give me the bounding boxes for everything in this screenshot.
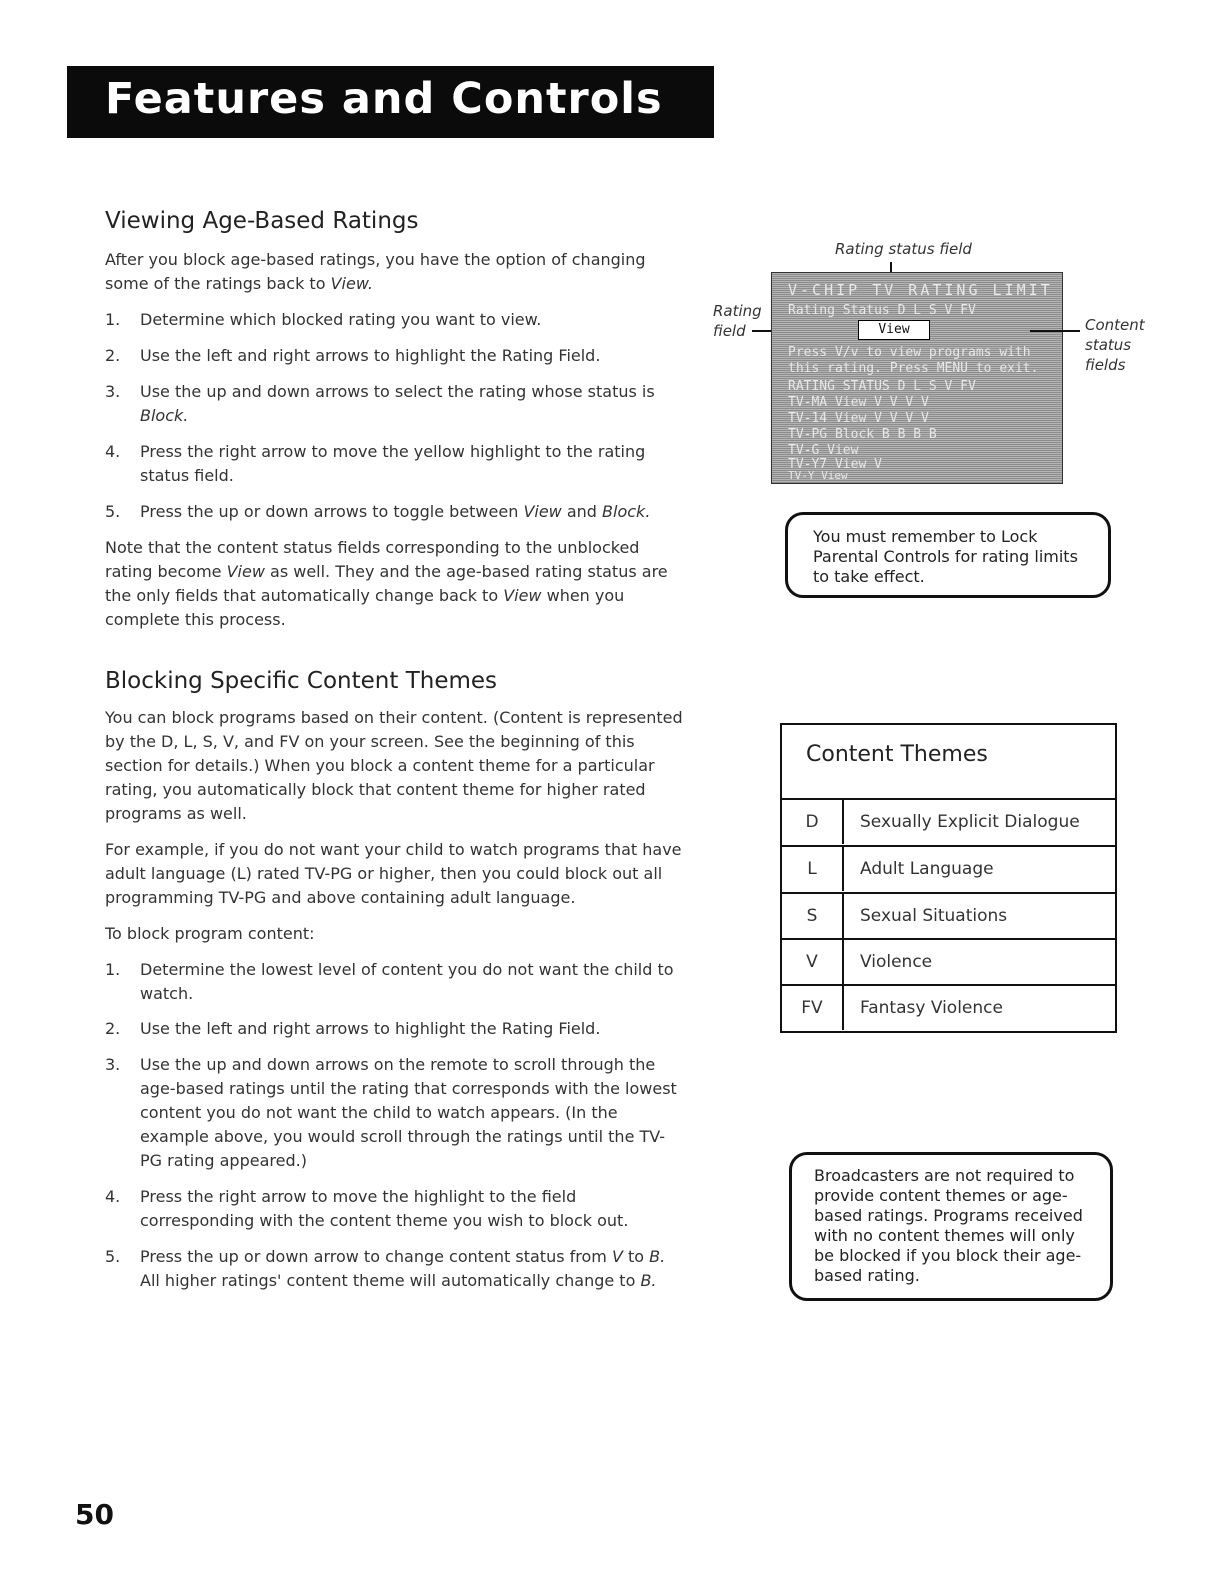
step-number: 2. xyxy=(105,1019,121,1038)
step-text xyxy=(140,500,683,524)
label-status: status xyxy=(1085,336,1132,354)
tv-row: TV-Y View xyxy=(788,469,848,482)
note-italic: View xyxy=(226,562,265,581)
step-text xyxy=(140,380,683,428)
note-line: Broadcasters are not required to xyxy=(814,1166,1075,1185)
note-text: when you complete this process. xyxy=(105,586,625,629)
page-title: Features and Controls xyxy=(105,74,663,124)
table-row xyxy=(782,938,1115,984)
note-line: be blocked if you block their age- xyxy=(814,1246,1082,1265)
step-number: 1. xyxy=(105,310,121,329)
tv-screen-illustration xyxy=(771,272,1063,484)
step-item xyxy=(105,500,683,524)
note-line: to take effect. xyxy=(813,567,925,586)
section1-note xyxy=(105,536,683,632)
content-themes-table xyxy=(780,723,1117,1033)
step-item xyxy=(105,1053,683,1173)
step-text: Determine which blocked rating you want to view. xyxy=(140,310,542,329)
header-bar xyxy=(67,66,714,138)
theme-description: Sexually Explicit Dialogue xyxy=(860,812,1080,832)
note-line: based ratings. Programs received xyxy=(814,1206,1083,1225)
step-text: Use the left and right arrows to highlight the Rating Field. xyxy=(140,1019,601,1038)
tv-status-view: View xyxy=(858,320,930,340)
step-number: 4. xyxy=(105,1187,121,1206)
note-line: You must remember to Lock xyxy=(813,527,1038,546)
step-number: 1. xyxy=(105,960,121,979)
label-field: field xyxy=(713,322,746,340)
step-number: 4. xyxy=(105,442,121,461)
theme-description: Adult Language xyxy=(860,859,994,879)
step-text-italic: V xyxy=(611,1247,623,1266)
label-rating-status-field: Rating status field xyxy=(835,240,972,258)
tv-row: TV-MA View V V V V xyxy=(788,395,929,410)
broadcasters-note-box xyxy=(789,1152,1113,1301)
section2-p2: For example, if you do not want your child to watch programs that have adult language (L) rated TV-PG or higher, then you could block out all programming TV-PG and above containing adult language. xyxy=(105,840,682,907)
step-number: 3. xyxy=(105,382,121,401)
remember-note-box xyxy=(785,512,1111,598)
tv-row: TV-14 View V V V V xyxy=(788,411,929,426)
note-line: provide content themes or age- xyxy=(814,1186,1068,1205)
step-text-part: and xyxy=(561,502,603,521)
step-text-part: Use the up and down arrows to select the rating whose status is xyxy=(140,382,655,401)
step-text-italic: B. xyxy=(649,1247,666,1266)
note-line: based rating. xyxy=(814,1266,920,1285)
note-line: with no content themes will only xyxy=(814,1226,1075,1245)
step-item xyxy=(105,1245,683,1293)
step-text-italic: View xyxy=(523,502,562,521)
intro-text: After you block age-based ratings, you have the option of changing some of the ratings back to xyxy=(105,250,646,293)
step-number: 5. xyxy=(105,502,121,521)
theme-code: S xyxy=(782,894,844,938)
theme-code: V xyxy=(782,940,844,984)
theme-code: L xyxy=(782,847,844,891)
step-text-part: Press the up or down arrow to change content status from xyxy=(140,1247,612,1266)
step-text-part: All higher ratings' content theme will automatically change to xyxy=(140,1271,641,1290)
tv-title: V-CHIP TV RATING LIMIT xyxy=(788,281,1053,299)
tv-row: TV-PG Block B B B B xyxy=(788,427,937,442)
step-text: Press the right arrow to move the highlight to the field corresponding with the content theme you wish to block out. xyxy=(140,1187,629,1230)
step-text: Use the left and right arrows to highlight the Rating Field. xyxy=(140,346,601,365)
step-text xyxy=(140,1245,683,1293)
label-rating: Rating xyxy=(713,302,762,320)
step-item xyxy=(105,440,683,488)
step-text-part: Press the up or down arrows to toggle between xyxy=(140,502,524,521)
content-themes-title: Content Themes xyxy=(806,742,988,767)
theme-description: Violence xyxy=(860,952,933,972)
note-italic: View xyxy=(503,586,542,605)
page-number: 50 xyxy=(75,1498,114,1531)
table-row xyxy=(782,984,1115,1031)
tv-row: Rating Status D L S V FV xyxy=(788,303,976,318)
step-item xyxy=(105,308,683,332)
note-text: Note that the content status fields corresponding to the unblocked rating become xyxy=(105,538,640,581)
step-number: 3. xyxy=(105,1055,121,1074)
step-text-italic: B. xyxy=(640,1271,657,1290)
step-item xyxy=(105,344,683,368)
step-number: 5. xyxy=(105,1247,121,1266)
tv-row: this rating. Press MENU to exit. xyxy=(788,361,1039,376)
section-title-viewing: Viewing Age-Based Ratings xyxy=(105,208,419,234)
step-item xyxy=(105,380,683,428)
step-text: Use the up and down arrows on the remote to scroll through the age-based ratings until the rating that corresponds with the lowest content you do not want the child to watch appears. (In the example above, you would scroll through the ratings until the TV-PG rating appeared.) xyxy=(140,1055,677,1170)
tv-row: RATING STATUS D L S V FV xyxy=(788,379,976,394)
tv-row: TV-G View xyxy=(788,443,859,458)
step-text-part: to xyxy=(622,1247,650,1266)
step-text-italic: Block. xyxy=(140,406,189,425)
section-title-blocking: Blocking Specific Content Themes xyxy=(105,668,498,694)
section2-p3: To block program content: xyxy=(105,924,315,943)
theme-code: FV xyxy=(782,986,844,1030)
step-text: Press the right arrow to move the yellow highlight to the rating status field. xyxy=(140,442,646,485)
table-row xyxy=(782,798,1115,844)
section1-intro xyxy=(105,248,683,296)
step-item xyxy=(105,958,683,1006)
section2-p1: You can block programs based on their content. (Content is represented by the D, L, S, V, and FV on your screen. See the beginning of this section for details.) When you block a content theme for a particular rating, you automatically block that content theme for higher rated programs as well. xyxy=(105,708,683,823)
theme-description: Fantasy Violence xyxy=(860,998,1003,1018)
theme-description: Sexual Situations xyxy=(860,906,1008,926)
label-fields: fields xyxy=(1085,356,1126,374)
theme-code: D xyxy=(782,800,844,844)
step-item xyxy=(105,1185,683,1233)
intro-italic: View. xyxy=(330,274,373,293)
table-row xyxy=(782,892,1115,938)
note-line: Parental Controls for rating limits xyxy=(813,547,1078,566)
note-text: as well. They and the age-based rating status are the only fields that automatically change back to xyxy=(105,562,668,605)
callout-line xyxy=(1030,330,1080,332)
table-row xyxy=(782,845,1115,891)
tv-row: TV-Y7 View V xyxy=(788,457,882,472)
tv-row: Press V/v to view programs with xyxy=(788,345,1031,360)
label-content: Content xyxy=(1085,316,1145,334)
step-number: 2. xyxy=(105,346,121,365)
step-text-italic: Block. xyxy=(602,502,651,521)
step-text: Determine the lowest level of content you do not want the child to watch. xyxy=(140,960,674,1003)
step-item xyxy=(105,1017,683,1041)
